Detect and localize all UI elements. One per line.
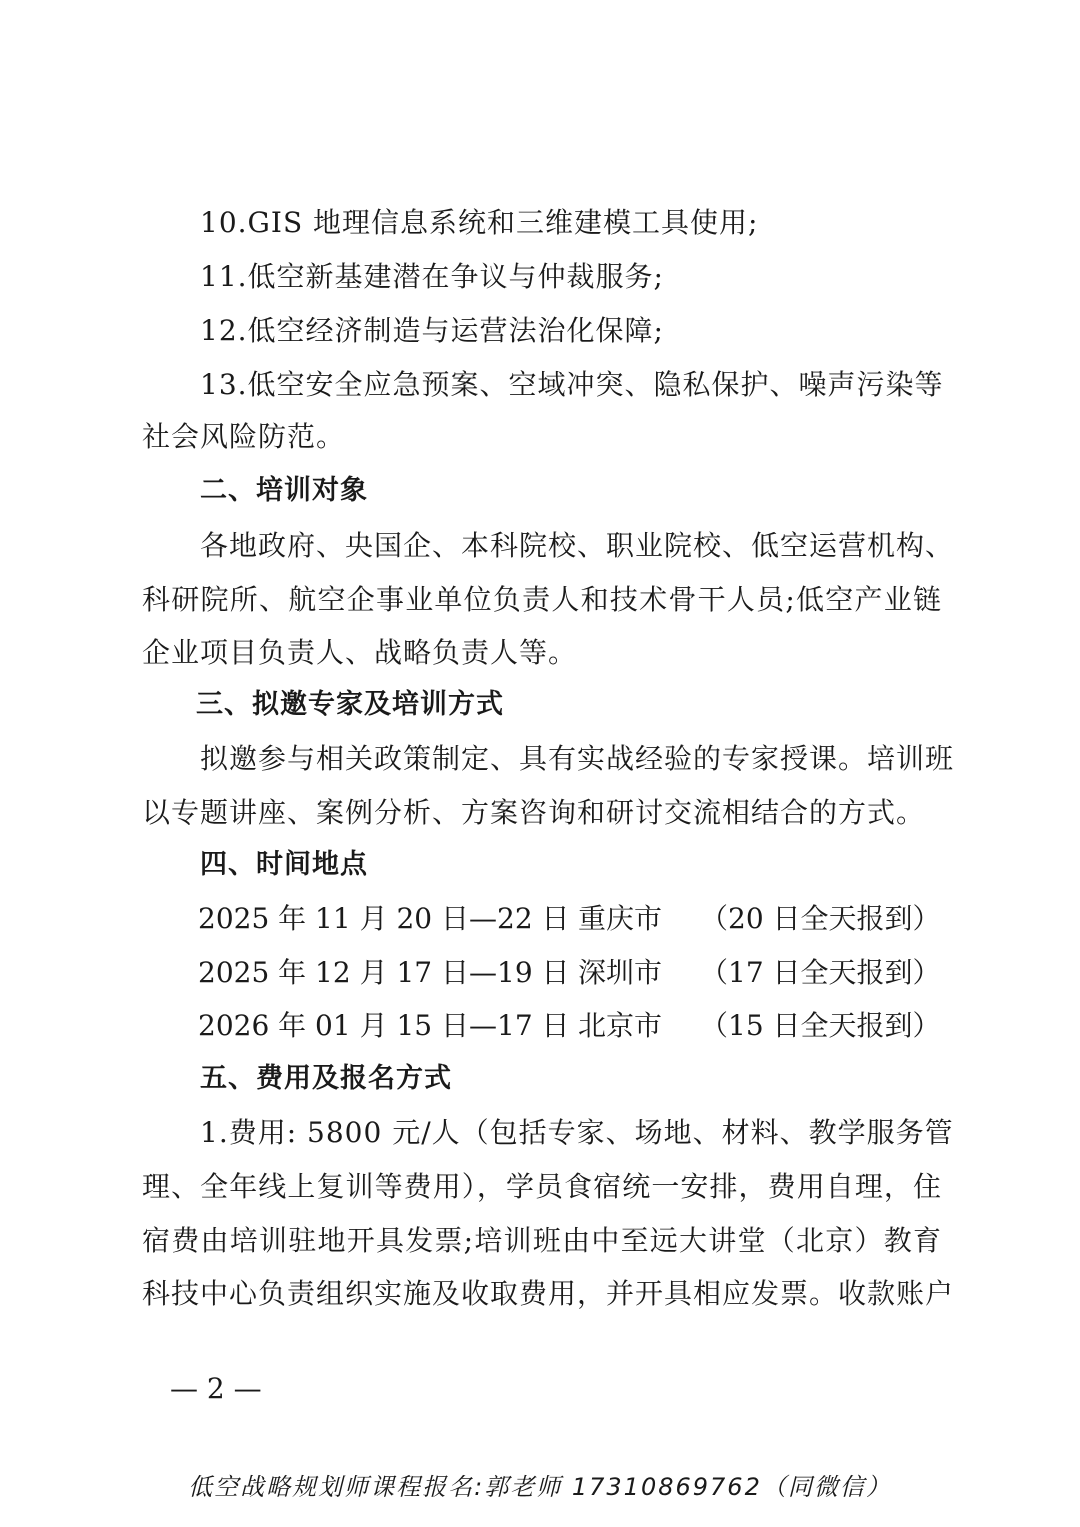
registration-contact-footer: 低空战略规划师课程报名:郭老师 17310869762（同微信） [188, 1473, 892, 1501]
schedule-date: 2025 年 11 月 20 日—22 日 [198, 902, 570, 935]
schedule-note: （15 日全天报到） [700, 1009, 941, 1042]
schedule-city: 北京市 [578, 1009, 663, 1042]
section5-paragraph-line-3: 宿费由培训驻地开具发票;培训班由中至远大讲堂（北京）教育 [142, 1224, 942, 1257]
section2-paragraph-line-1: 各地政府、央国企、本科院校、职业院校、低空运营机构、 [200, 529, 955, 562]
page-number: — 2 — [170, 1372, 262, 1405]
section-heading-time-place: 四、时间地点 [200, 849, 368, 880]
section-heading-fees-registration: 五、费用及报名方式 [200, 1063, 452, 1094]
list-item-10: 10.GIS 地理信息系统和三维建模工具使用; [200, 206, 759, 239]
section5-paragraph-line-4: 科技中心负责组织实施及收取费用，并开具相应发票。收款账户 [142, 1277, 955, 1310]
list-item-13-cont: 社会风险防范。 [142, 420, 346, 453]
list-item-12: 12.低空经济制造与运营法治化保障; [200, 314, 664, 347]
list-item-11: 11.低空新基建潜在争议与仲裁服务; [200, 260, 664, 293]
section3-paragraph-line-2: 以专题讲座、案例分析、方案咨询和研讨交流相结合的方式。 [142, 796, 926, 829]
schedule-date: 2025 年 12 月 17 日—19 日 [198, 956, 570, 989]
list-item-13: 13.低空安全应急预案、空域冲突、隐私保护、噪声污染等 [200, 368, 944, 401]
schedule-city: 重庆市 [578, 902, 663, 935]
schedule-city: 深圳市 [578, 956, 663, 989]
schedule-note: （17 日全天报到） [700, 956, 941, 989]
section5-paragraph-line-1: 1.费用: 5800 元/人（包括专家、场地、材料、教学服务管 [200, 1116, 954, 1149]
section5-paragraph-line-2: 理、全年线上复训等费用），学员食宿统一安排，费用自理，住 [142, 1170, 942, 1203]
section3-paragraph-line-1: 拟邀参与相关政策制定、具有实战经验的专家授课。培训班 [200, 742, 955, 775]
section-heading-experts-method: 三、拟邀专家及培训方式 [196, 689, 504, 720]
section2-paragraph-line-3: 企业项目负责人、战略负责人等。 [142, 636, 578, 669]
section2-paragraph-line-2: 科研院所、航空企事业单位负责人和技术骨干人员;低空产业链 [142, 583, 942, 616]
schedule-date: 2026 年 01 月 15 日—17 日 [198, 1009, 570, 1042]
section-heading-training-targets: 二、培训对象 [200, 475, 368, 506]
schedule-note: （20 日全天报到） [700, 902, 941, 935]
